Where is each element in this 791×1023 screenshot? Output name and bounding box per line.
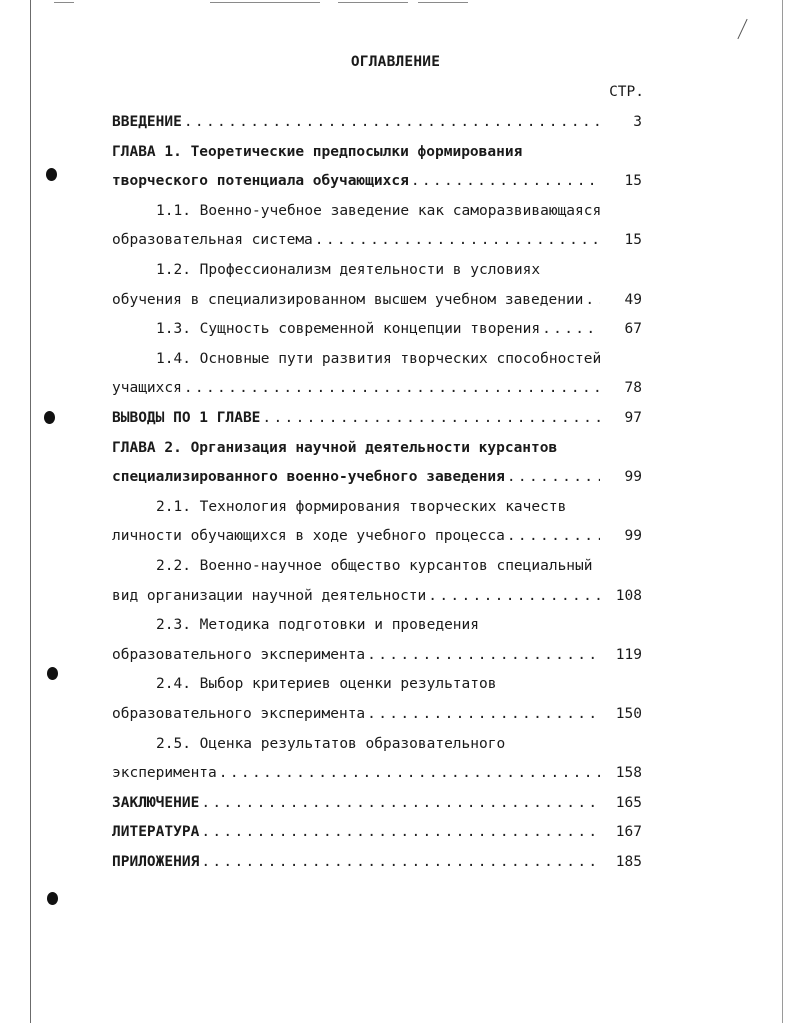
binder-hole-icon [47,667,58,680]
toc-entry-text: эксперимента [112,765,217,782]
toc-line [156,200,642,222]
toc-entry-text: 2.4. Выбор критериев оценки результатов [156,676,497,693]
toc-line [156,614,642,636]
toc-line [112,466,642,488]
toc-entry-text: личности обучающихся в ходе учебного процесса [112,528,505,545]
binder-hole-icon [47,892,58,905]
toc-entry-text: 1.2. Профессионализм деятельности в условиях [156,262,541,278]
toc-line [112,792,642,814]
toc-entry-text: ВВЕДЕНИЕ [112,114,182,130]
toc-line [112,289,642,311]
toc-leader-dots [507,466,600,488]
toc-leader-dots [428,585,600,607]
binder-hole-icon [46,168,57,181]
toc-page-number: 119 [615,646,642,663]
toc-entry-text: специализированного военно-учебного заведения [112,469,505,486]
toc-entry-text: творческого потенциала обучающихся [112,173,409,190]
toc-page-number: 49 [624,291,642,308]
toc-leader-dots [542,318,600,340]
scan-mark [210,2,320,3]
toc-page-number: 165 [615,794,642,811]
toc-entry-text: ГЛАВА 2. Организация научной деятельности курсантов [112,439,558,456]
page-left-edge [30,0,31,1023]
toc-page-number: 67 [624,321,642,338]
toc-page-number: 185 [615,854,642,870]
toc-page-number: 99 [624,528,642,545]
toc-entry-text: образовательного эксперимента [112,706,366,722]
toc-entry-text: ЛИТЕРАТУРА [112,824,200,841]
toc-line [156,555,642,577]
toc-line [112,762,642,784]
toc-entry-text: учащихся [112,380,182,397]
scan-mark [338,2,408,3]
toc-line [112,141,642,163]
toc-entry-text: 2.2. Военно-научное общество курсантов специальный [156,558,593,574]
toc-page-number: 97 [624,410,642,426]
toc-leader-dots [184,377,600,399]
toc-page-number: 3 [633,114,642,130]
scan-mark [54,2,74,3]
toc-line [112,407,642,429]
toc-line [112,851,642,873]
toc-entry-text: 1.1. Военно-учебное заведение как саморазвивающаяся [156,202,602,219]
toc-entry-text: ГЛАВА 1. Теоретические предпосылки формирования [112,143,523,160]
toc-line [112,585,642,607]
toc-line [112,644,642,666]
scan-mark [418,2,468,3]
toc-page-number: 78 [624,380,642,397]
toc-entry-text: 2.1. Технология формирования творческих качеств [156,498,567,515]
toc-entry-text: обучения в специализированном высшем учебном заведении [112,291,584,308]
toc-entry-text: 1.3. Сущность современной концепции творения [156,321,541,338]
toc-line [112,525,642,547]
toc-line [112,170,642,192]
toc-line [112,437,642,459]
toc-entry-text: вид организации научной деятельности [112,587,427,604]
toc-line [156,673,642,695]
toc-line [112,703,642,725]
toc-page-number: 150 [615,706,642,722]
toc-entry-text: образовательная система [112,232,313,249]
toc-leader-dots [367,644,600,666]
toc-leader-dots [201,851,600,873]
toc-line [156,348,642,370]
toc-line [156,318,642,340]
toc-leader-dots [585,289,600,311]
toc-page-number: 167 [615,824,642,841]
toc-line [156,496,642,518]
toc-line [112,229,642,251]
toc-entry-text: ПРИЛОЖЕНИЯ [112,854,200,870]
toc-entry-text: 1.4. Основные пути развития творческих способностей [156,350,602,367]
toc-leader-dots [201,792,600,814]
page-title: ОГЛАВЛЕНИЕ [350,54,441,70]
toc-leader-dots [219,762,600,784]
toc-line [156,259,642,281]
toc-entry-text: 2.5. Оценка результатов образовательного [156,735,506,752]
toc-leader-dots [201,821,600,843]
toc-line [112,821,642,843]
toc-leader-dots [367,703,600,725]
toc-line [112,377,642,399]
toc-page-number: 99 [624,469,642,486]
toc-entry-text: ВЫВОДЫ ПО 1 ГЛАВЕ [112,410,261,426]
toc-entry-text: 2.3. Методика подготовки и проведения [156,617,480,634]
binder-hole-icon [44,411,55,424]
toc-page-number: 15 [624,232,642,249]
toc-entry-text: образовательного эксперимента [112,646,366,663]
toc-leader-dots [184,111,600,133]
toc-line [112,111,642,133]
toc-page-number: 15 [624,173,642,190]
page-right-edge [782,0,783,1023]
toc-line [156,733,642,755]
toc-page-number: 158 [615,765,642,782]
toc-leader-dots [507,525,600,547]
toc-page-number: 108 [615,587,642,604]
toc-entry-text: ЗАКЛЮЧЕНИЕ [112,794,200,811]
scan-mark [737,19,747,39]
toc-leader-dots [262,407,600,429]
page-column-label: СТР. [609,84,644,100]
toc-leader-dots [411,170,600,192]
toc-leader-dots [315,229,600,251]
